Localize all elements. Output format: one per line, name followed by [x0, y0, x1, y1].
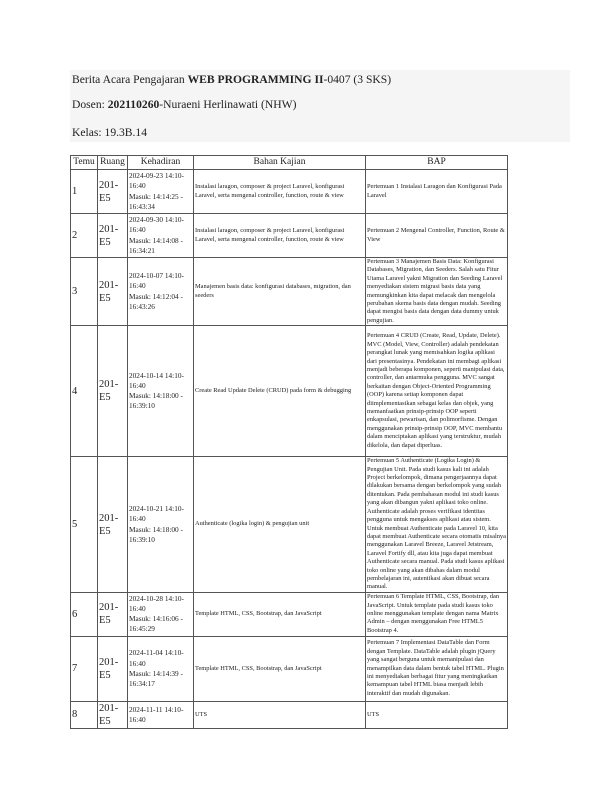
- table-row: [71, 214, 508, 258]
- lecturer-name: -Nuraeni Herlinawati (NHW): [159, 98, 297, 111]
- cell-bap: UTS: [366, 701, 508, 728]
- cell-kehadiran: [128, 170, 194, 214]
- cell-bap: Pertemuan 5 Authenticate (Logika Login) & Pengujian Unit. Pada studi kasus kali ini adalah Project berkelompok, dimana pengerjaannya dapat dilakukan bersama dengan berkelompok yang sudah ditentukan. Pada pembahasan modul ini studi kasus yang akan dibangun yakni aplikasi toko online. Authenticate adalah proses verifikasi identitas pengguna untuk mengakses aplikasi atau sistem. Untuk membuat Authenticate pada Laravel 10, kita dapat membuat Authenticate secara otomatis misalnya menggunakan Laravel Breeze, Laravel Jetstream, Laravel Fortify dll, atau kita juga dapat membuat Authenticate secara manual. Pada studi kasus aplikasi toko online yang akan dibahas dalam modul pembelajaran ini, autentikasi akan dibuat secara manual.: [367, 457, 506, 591]
- cell-temu: 1: [71, 170, 98, 214]
- cell-bahan-kajian: Template HTML, CSS, Bootstrap, dan JavaScript: [194, 592, 366, 636]
- cell-ruang: 201-E5: [98, 457, 128, 593]
- cell-bap: Pertemuan 6 Template HTML, CSS, Bootstrap, dan JavaScript. Untuk template pada studi kasus toko online menggunakan template dengan nama Matrix Admin – dengan menggunakan Free HTML5 Bootstrap 4.: [366, 592, 508, 636]
- cell-kehadiran: [128, 592, 194, 636]
- check-in-time: Masuk: 14:12:04 - 16:43:26: [129, 291, 183, 311]
- table-header-row: [71, 156, 508, 170]
- table-row: [71, 170, 508, 214]
- cell-temu: 8: [71, 701, 98, 728]
- cell-ruang: 201-E5: [98, 258, 128, 326]
- cell-temu: 7: [71, 636, 98, 701]
- cell-kehadiran: [128, 636, 194, 701]
- table-row: [71, 701, 508, 728]
- lecturer-line: [72, 98, 296, 112]
- document-header: [70, 70, 570, 142]
- cell-ruang: 201-E5: [98, 701, 128, 728]
- course-name: WEB PROGRAMMING II: [187, 73, 324, 86]
- attendance-table: [70, 155, 508, 729]
- class-line: Kelas: 19.3B.14: [72, 126, 148, 139]
- lecturer-id: 202110260: [107, 98, 160, 111]
- schedule-time: 2024-10-14 14:10-16:40: [129, 370, 184, 391]
- cell-bap: Pertemuan 7 Implementasi DataTable dan Form dengan Template. DataTable adalah plugin jQuery yang sangat berguna untuk memanipulasi dan menampilkan data dalam bentuk tabel HTML. Plugin ini menyediakan berbagai fitur yang meningkatkan kemampuan tabel HTML biasa menjadi lebih interaktif dan mudah digunakan.: [366, 636, 508, 701]
- cell-kehadiran: [128, 701, 194, 728]
- table-row: [71, 592, 508, 636]
- schedule-time: 2024-10-28 14:10-16:40: [129, 593, 184, 614]
- cell-bap: Pertemuan 1 Instalasi Laragon dan Konfigurasi Pada Laravel: [366, 170, 508, 214]
- document-title: [72, 73, 391, 87]
- cell-temu: 4: [71, 326, 98, 457]
- cell-kehadiran: [128, 258, 194, 326]
- cell-bap: Pertemuan 3 Manajemen Basis Data: Konfigurasi Databases, Migration, dan Seeders. Salah satu Fitur Utama Laravel yakni Migration dan Seeding Laravel menyediakan sistem migrasi basis data yang memungkinkan kita dapat melacak dan mengelola perubahan skema basis data dengan mudah. Seeding dapat mengisi basis data dengan data dummy untuk pengujian.: [366, 258, 508, 326]
- cell-kehadiran: [128, 326, 194, 457]
- check-in-time: Masuk: 14:14:08 - 16:34:21: [129, 235, 183, 255]
- check-in-time: Masuk: 14:18:00 - 16:39:10: [129, 524, 183, 544]
- table-row: [71, 258, 508, 326]
- schedule-time: 2024-09-30 14:10-16:40: [129, 215, 184, 235]
- cell-temu: 5: [71, 457, 98, 593]
- check-in-time: Masuk: 14:18:00 - 16:39:10: [129, 391, 183, 411]
- column-header-kehadiran: Kehadiran: [128, 156, 194, 170]
- column-header-bap: BAP: [366, 156, 508, 170]
- cell-ruang: 201-E5: [98, 326, 128, 457]
- cell-ruang: 201-E5: [98, 214, 128, 258]
- schedule-time: 2024-09-23 14:10-16:40: [129, 171, 184, 191]
- cell-kehadiran: [128, 214, 194, 258]
- column-header-bahan-kajian: Bahan Kajian: [194, 156, 366, 170]
- title-prefix: Berita Acara Pengajaran: [72, 73, 188, 86]
- cell-bap: Pertemuan 4 CRUD (Create, Read, Update, Delete). MVC (Model, View, Controller) adalah pendekatan perangkat lunak yang memisahkan logika aplikasi dari presentasinya. Pendekatan ini membagi aplikasi menjadi beberapa komponen, seperti manipulasi data, controller, dan antarmuka pengguna. MVC sangat berkaitan dengan Object-Oriented Programming (OOP) karena setiap komponen dapat diimplementasikan sebagai kelas dan objek, yang memanfaatkan prinsip-prinsip OOP seperti enkapsulasi, pewarisan, dan polimorfisme. Dengan menggunakan prinsip-prinsip OOP, MVC membantu dalam menciptakan aplikasi yang terstruktur, mudah dikelola, dan dapat diperluas.: [366, 326, 508, 457]
- check-in-time: Masuk: 14:14:39 - 16:34:17: [129, 668, 183, 688]
- cell-temu: 3: [71, 258, 98, 326]
- schedule-time: 2024-10-21 14:10-16:40: [129, 504, 184, 524]
- cell-temu: 2: [71, 214, 98, 258]
- column-header-temu: Temu: [71, 156, 98, 170]
- cell-bahan-kajian: Manajemen basis data: konfigurasi databases, migration, dan seeders: [194, 258, 366, 326]
- course-code: -0407 (3 SKS): [323, 73, 392, 86]
- cell-ruang: 201-E5: [98, 170, 128, 214]
- table-row: [71, 636, 508, 701]
- cell-bahan-kajian: Instalasi laragon, composer & project Laravel, konfigurasi Laravel, serta mengenal controller, function, route & view: [194, 170, 366, 214]
- check-in-time: Masuk: 14:16:06 - 16:45:29: [129, 614, 183, 634]
- cell-bahan-kajian: Template HTML, CSS, Bootstrap, dan JavaScript: [194, 636, 366, 701]
- cell-bap: Pertemuan 2 Mengenal Controller, Function, Route & View: [366, 214, 508, 258]
- cell-ruang: 201-E5: [98, 636, 128, 701]
- cell-ruang: 201-E5: [98, 592, 128, 636]
- cell-bahan-kajian: Instalasi laragon, composer & project Laravel, konfigurasi Laravel, serta mengenal controller, function, route & view: [194, 214, 366, 258]
- cell-bahan-kajian: Authenticate (logika login) & pengujian unit: [194, 457, 366, 593]
- schedule-time: 2024-11-04 14:10-16:40: [129, 648, 184, 668]
- lecturer-label: Dosen:: [72, 98, 108, 111]
- table-row: [71, 457, 508, 593]
- cell-temu: 6: [71, 592, 98, 636]
- schedule-time: 2024-11-11 14:10-16:40: [129, 704, 184, 724]
- cell-bahan-kajian: Create Read Update Delete (CRUD) pada form & debugging: [194, 326, 366, 457]
- column-header-ruang: Ruang: [98, 156, 128, 170]
- table-row: [71, 326, 508, 457]
- cell-kehadiran: [128, 457, 194, 593]
- check-in-time: Masuk: 14:14:25 - 16:43:34: [129, 191, 183, 211]
- schedule-time: 2024-10-07 14:10-16:40: [129, 271, 184, 291]
- cell-bahan-kajian: UTS: [194, 701, 366, 728]
